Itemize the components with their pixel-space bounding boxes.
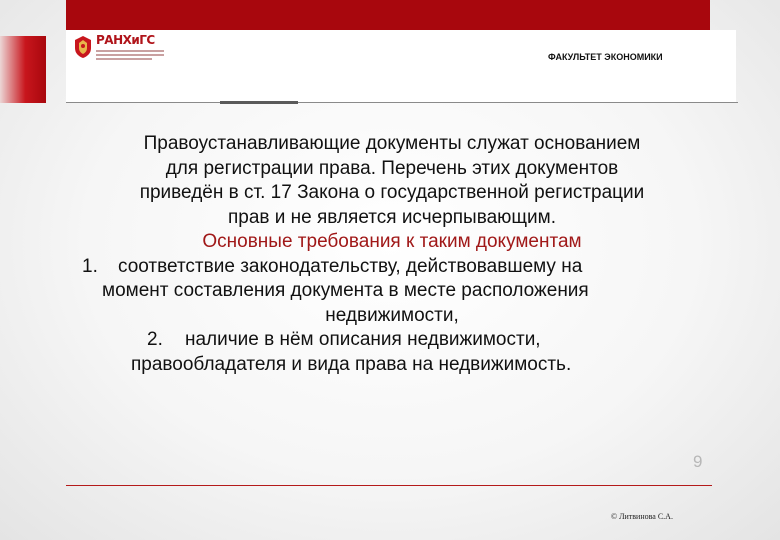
ranepa-logo bbox=[72, 32, 172, 66]
footer-divider bbox=[66, 485, 712, 486]
header-divider bbox=[66, 102, 738, 103]
intro-paragraph bbox=[62, 132, 722, 230]
list-line: наличие в нём описания недвижимости, bbox=[185, 329, 541, 350]
requirements-heading: Основные требования к таким документам bbox=[202, 231, 582, 252]
list-line: недвижимости, bbox=[325, 304, 459, 326]
list-line: момент составления документа в месте расположения bbox=[102, 280, 589, 301]
list-line: правообладателя и вида права на недвижимость. bbox=[131, 353, 572, 375]
list-line: соответствие законодательству, действовавшему на bbox=[118, 255, 583, 277]
emblem-icon bbox=[72, 34, 94, 60]
intro-line: Правоустанавливающие документы служат основанием bbox=[143, 133, 641, 154]
list-item bbox=[62, 255, 722, 329]
list-item bbox=[62, 328, 722, 377]
top-accent-bar bbox=[66, 0, 710, 30]
slide-content bbox=[62, 132, 722, 377]
list-number: 2. bbox=[147, 329, 163, 350]
side-accent-block bbox=[0, 36, 46, 103]
header-divider-accent bbox=[220, 101, 298, 104]
page-number: 9 bbox=[693, 452, 703, 471]
logo-text: РАНХиГС bbox=[96, 33, 155, 47]
list-number: 1. bbox=[82, 255, 98, 277]
copyright: © Литвинова С.А. bbox=[611, 512, 673, 521]
intro-line: для регистрации права. Перечень этих документов bbox=[165, 157, 619, 179]
intro-line: приведён в ст. 17 Закона о государственной регистрации bbox=[139, 182, 645, 203]
intro-line: прав и не является исчерпывающим. bbox=[227, 206, 556, 228]
faculty-title: ФАКУЛЬТЕТ ЭКОНОМИКИ bbox=[548, 52, 663, 62]
